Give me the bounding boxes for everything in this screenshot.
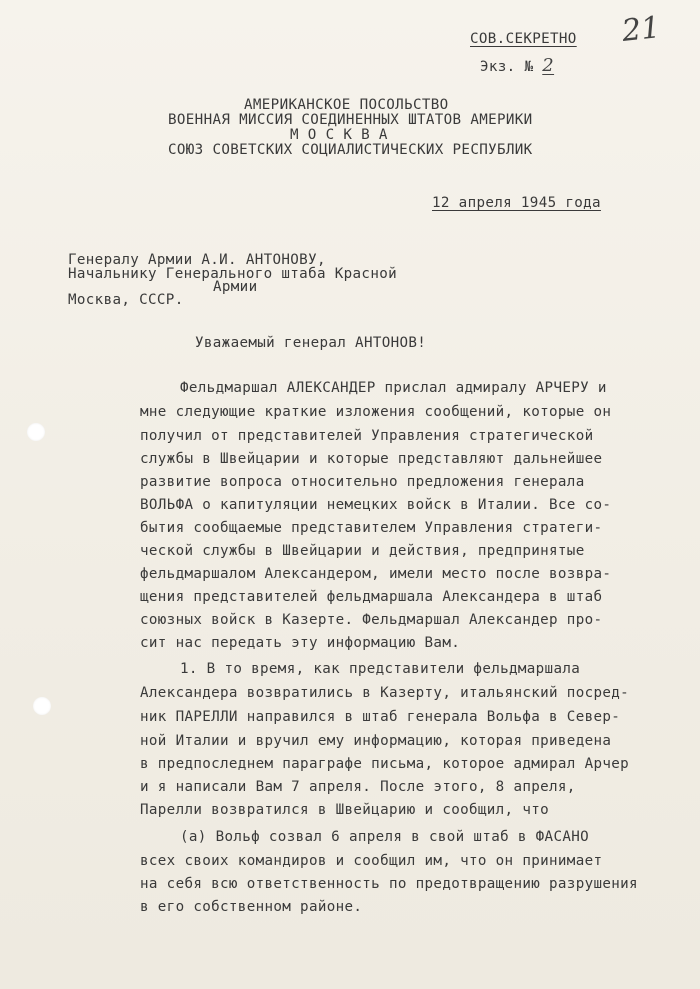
letterhead-line-2: ВОЕННАЯ МИССИЯ СОЕДИНЕННЫХ ШТАТОВ АМЕРИКИ xyxy=(168,112,533,128)
recipient-line-3: Армии xyxy=(213,279,258,295)
punch-hole xyxy=(27,423,45,441)
body-line: развитие вопроса относительно предложения генерала xyxy=(140,474,585,490)
body-line: ВОЛЬФА о капитуляции немецких войск в Италии. Все со- xyxy=(140,497,612,513)
body-line: ческой службы в Швейцарии и действия, предпринятые xyxy=(140,543,585,559)
body-line: (а) Вольф созвал 6 апреля в свой штаб в ФАСАНО xyxy=(180,829,590,845)
copy-number: 2 xyxy=(542,55,555,76)
copy-number-line xyxy=(480,57,554,75)
recipient-line-2: Начальнику Генерального штаба Красной xyxy=(68,266,397,282)
body-line: всех своих командиров и сообщил им, что он принимает xyxy=(140,853,603,869)
body-line: службы в Швейцарии и которые представляют дальнейшее xyxy=(140,451,603,467)
body-line: на себя всю ответственность по предотвращению разрушения xyxy=(140,876,638,892)
body-line: в его собственном районе. xyxy=(140,899,363,915)
recipient-line-4: Москва, СССР. xyxy=(68,292,184,308)
classification-stamp: СОВ.СЕКРЕТНО xyxy=(470,31,577,47)
body-line: щения представителей фельдмаршала Александера в штаб xyxy=(140,589,603,605)
body-line: мне следующие краткие изложения сообщений, которые он xyxy=(140,404,612,420)
body-line: Парелли возвратился в Швейцарию и сообщил, что xyxy=(140,802,550,818)
body-line: ник ПАРЕЛЛИ направился в штаб генерала Вольфа в Север- xyxy=(140,709,621,725)
body-line: Александера возвратились в Казерту, итальянский посред- xyxy=(140,685,630,701)
body-line: союзных войск в Казерте. Фельдмаршал Александер про- xyxy=(140,612,603,628)
body-line: Фельдмаршал АЛЕКСАНДЕР прислал адмиралу АРЧЕРУ и xyxy=(180,380,607,396)
body-line: ной Италии и вручил ему информацию, которая приведена xyxy=(140,733,612,749)
copy-label: Экз. № xyxy=(480,59,534,75)
body-line: и я написали Вам 7 апреля. После этого, 8 апреля, xyxy=(140,779,576,795)
letterhead-line-4: СОЮЗ СОВЕТСКИХ СОЦИАЛИСТИЧЕСКИХ РЕСПУБЛИК xyxy=(168,142,533,158)
letterhead-line-1: АМЕРИКАНСКОЕ ПОСОЛЬСТВО xyxy=(244,97,449,113)
body-line: 1. В то время, как представители фельдмаршала xyxy=(180,661,581,677)
letter-date: 12 апреля 1945 года xyxy=(432,195,601,211)
recipient-line-1: Генералу Армии А.И. АНТОНОВУ, xyxy=(68,252,326,268)
body-line: получил от представителей Управления стратегической xyxy=(140,428,594,444)
body-line: бытия сообщаемые представителем Управления стратеги- xyxy=(140,520,603,536)
letterhead-line-3: М О С К В А xyxy=(290,127,388,143)
body-line: сит нас передать эту информацию Вам. xyxy=(140,635,461,651)
body-line: фельдмаршалом Александером, имели место после возвра- xyxy=(140,566,612,582)
body-line: в предпоследнем параграфе письма, которое адмирал Арчер xyxy=(140,756,630,772)
punch-hole xyxy=(33,697,51,715)
salutation: Уважаемый генерал АНТОНОВ! xyxy=(195,335,427,351)
page-number-handwritten: 21 xyxy=(620,10,662,49)
